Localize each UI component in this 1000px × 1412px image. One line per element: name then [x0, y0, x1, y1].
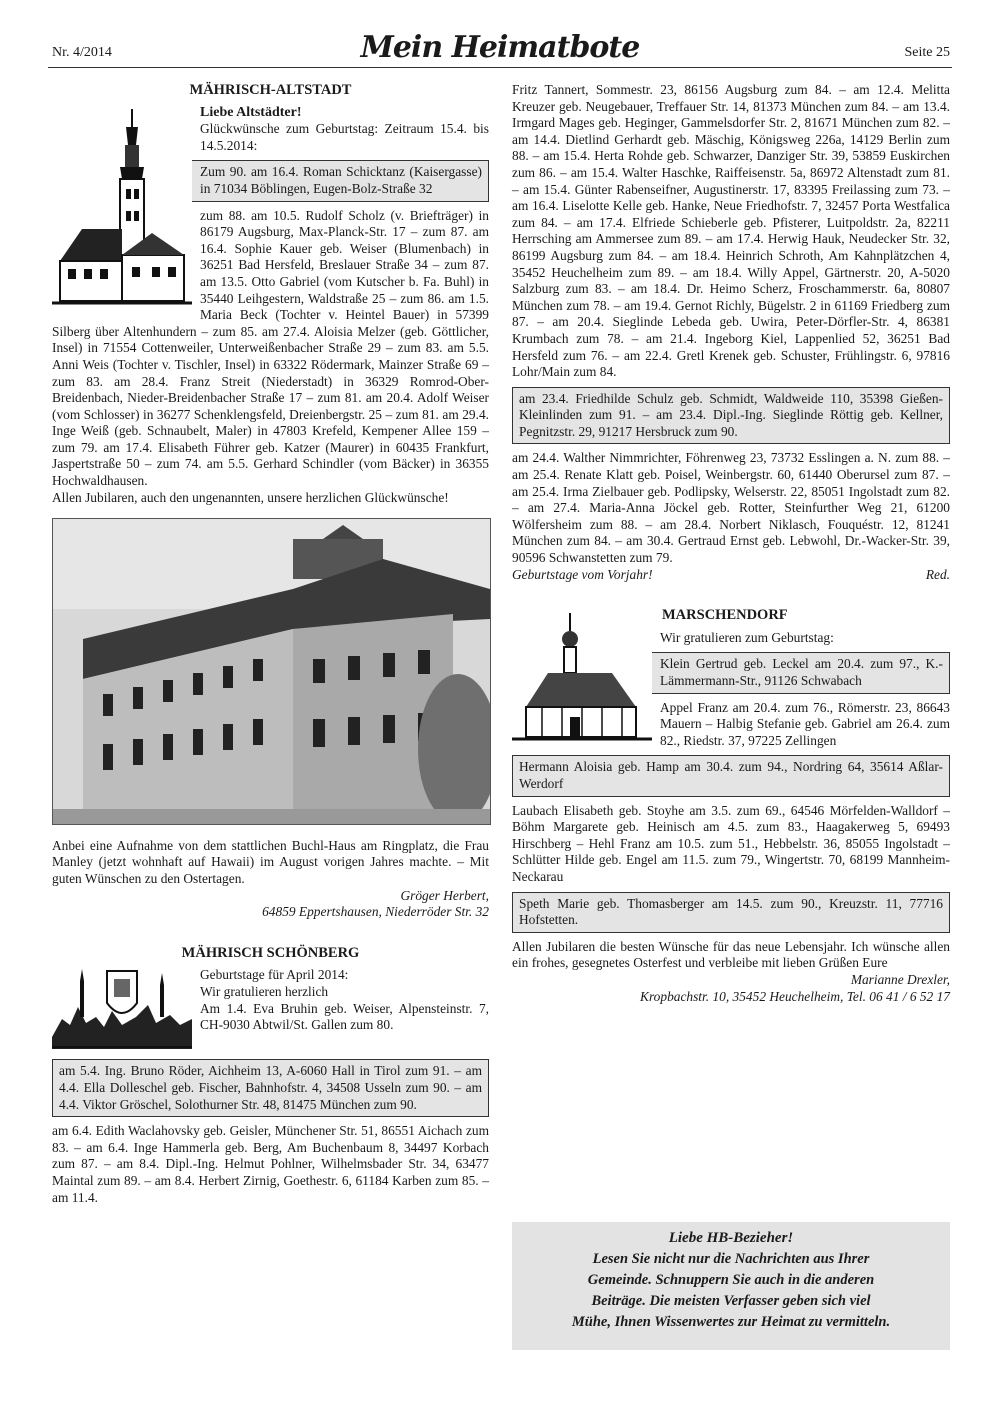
signature-address-altstadt: 64859 Eppertshausen, Niederröder Str. 32: [262, 904, 489, 920]
reader-notice-line-2: Gemeinde. Schnuppern Sie auch in die anderen: [587, 1272, 875, 1288]
signature-name-marschendorf: Marianne Drexler,: [850, 971, 950, 987]
section-title-altstadt: MÄHRISCH-ALTSTADT: [189, 82, 352, 98]
closing-marschendorf: Allen Jubilaren die besten Wünsche für das neue Lebensjahr. Ich wünsche allen ein frohes, gesegnetes Osterfest und verbleibe mit lieben Grüßen Eure: [512, 938, 950, 971]
last-year-note: Geburtstage vom Vorjahr!: [512, 566, 653, 582]
birthday-list-schoenberg-continued: Fritz Tannert, Sommestr. 23, 86156 Augsburg zum 84. – am 12.4. Melitta Kreuzer geb. Neugebauer, Treffauer Str. 14, 81373 München zum 84. – am 13.4. Irmgard Mages geb. Heginger, Gammelsdorfer Str. 2, 81671 München zum 82. – am 14.4. Dietlind Gerhardt geb. Mäschig, Königsweg 226a, 14129 Berlin zum 88. – am 15.4. Herta Rohde geb. Schwarzer, Danziger Str. 39, 53859 Euskirchen zum 86. – am 15.4. Walter Haschke, Raiffeisenstr. 5a, 86972 Altenstadt zum 81. – am 15.4. Günter Rabenseifner, Augustinerstr. 17, 83395 Freilassing zum 73. – am 16.4. Liselotte Kelle geb. Hanke, Neue Friedhofstr. 7, 32457 Porta Westfalica zum 84. – am 17.4. Elfriede Schieberle geb. Pfisterer, Luitpoldstr. 2a, 82211 Herrsching am Ammersee zum 89. – am 17.4. Herwig Hauk, Neudecker Str. 32, 86199 Augsburg zum 84. – am 18.4. Heinrich Schroth, Am Kahnplätzchen 4, 35452 Heuchelheim zum 89. – am 18.4. Willy Appel, Gärtnerstr. 20, A-5020 Salzburg zum 83. – am 18.4. Dr. Heimo Scherz, Froschammerstr. 6a, 80807 München zum 78. – am 19.4. Gernot Richly, Bügelstr. 2 in 61169 Friedberg zum 87. – am 20.4. Sieglinde Lebeda geb. Uwira, Peter-Dörfler-Str. 4, 86381 Krumbach zum 78. – am 21.4. Ingeborg Kiel, Lappenlied 52, 36251 Bad Hersfeld zum 76. – am 22.4. Gretl Krenek geb. Schuster, Frühlingstr. 6, 97816 Lohr/Main zum 84.: [512, 82, 950, 380]
intro-schoenberg-1: Geburtstage für April 2014:: [200, 967, 349, 983]
reader-notice-line-4: Mühe, Ihnen Wissenwertes zur Heimat zu vermitteln.: [571, 1314, 891, 1330]
page-number: Seite 25: [904, 45, 950, 60]
highlight-box-marschendorf-2: Hermann Aloisia geb. Hamp am 30.4. zum 94., Nordring 64, 35614 Aßlar-Werdorf: [512, 755, 950, 796]
coat-of-arms-drawing: [52, 967, 192, 1049]
photo-caption: Anbei eine Aufnahme von dem stattlichen Buchl-Haus am Ringplatz, die Frau Manley (jetzt wohnhaft auf Hawaii) im August vorigen Jahres machte. – Mit guten Wünschen zu den Ostertagen.: [52, 837, 489, 887]
left-column: [52, 82, 489, 1206]
first-entry-schoenberg: Am 1.4. Eva Bruhin geb. Weiser, Alpensteinstr. 7, CH-9030 Abtwil/St. Gallen zum 80.: [200, 1000, 489, 1033]
reader-notice-box: [512, 1222, 950, 1350]
reader-notice-line-3: Beiträge. Die meisten Verfasser geben sich viel: [591, 1293, 871, 1309]
intro-altstadt: Glückwünsche zum Geburtstag: Zeitraum 15.4. bis 14.5.2014:: [200, 121, 489, 153]
reader-notice-title: Liebe HB-Bezieher!: [668, 1230, 794, 1246]
reader-notice-line-1: Lesen Sie nicht nur die Nachrichten aus Ihrer: [592, 1251, 870, 1267]
signature-address-marschendorf: Kropbachstr. 10, 35452 Heuchelheim, Tel. 06 41 / 6 52 17: [640, 988, 950, 1004]
section-title-schoenberg: MÄHRISCH SCHÖNBERG: [181, 944, 360, 961]
birthday-list-schoenberg-end: am 24.4. Walther Nimmrichter, Föhrenweg 23, 73732 Esslingen a. N. zum 88. – am 25.4. Renate Klatt geb. Poisel, Weinbergstr. 60, 61440 Oberursel zum 87. – am 25.4. Irma Zielbauer geb. Podlipsky, Welserstr. 22, 85051 Ingolstadt zum 82. – am 27.4. Maria-Anna Jöckel geb. Rotter, Steinfurther Weg 21, 61200 Wölfersheim zum 88. – am 28.4. Norbert Niklasch, Fouquéstr. 12, 81241 München zum 84. – am 30.4. Gertraud Ernst geb. Lebwohl, Dr.-Wacker-Str. 39, 90596 Schwanstetten zum 79.: [512, 450, 950, 566]
highlight-box-marschendorf-1: Klein Gertrud geb. Leckel am 20.4. zum 97., K.-Lämmermann-Str., 91126 Schwabach: [512, 652, 950, 693]
birthday-list-marschendorf-1: Appel Franz am 20.4. zum 76., Römerstr. 23, 86643 Mauern – Halbig Stefanie geb. Gabriel am 26.4. zum 82., Riedstr. 37, 97225 Zellingen: [660, 699, 950, 748]
birthday-list-schoenberg: am 6.4. Edith Waclahovsky geb. Geisler, Münchener Str. 51, 86551 Aichach zum 83. – am 6.4. Inge Hammerla geb. Berg, Am Buchenbaum 8, 34497 Korbach zum 87. – am 8.4. Dipl.-Ing. Helmut Pohlner, Wilhelmsbader Str. 34, 63477 Maintal zum 89. – am 8.4. Herbert Zirnig, Goethestr. 6, 61184 Karben zum 85. – am 11.4.: [52, 1123, 489, 1205]
highlight-box-schoenberg: am 5.4. Ing. Bruno Röder, Aichheim 13, A-6060 Hall in Tirol zum 91. – am 4.4. Ella Dolleschel geb. Fischer, Bahnhofstr. 4, 34508 Usseln zum 90. – am 4.4. Viktor Gröschel, Solothurner Str. 48, 81475 München zum 90.: [52, 1059, 489, 1117]
editor-mark: Red.: [925, 566, 950, 582]
header-rule: [48, 67, 952, 68]
highlight-box-marschendorf-3: Speth Marie geb. Thomasberger am 14.5. zum 90., Kreuzstr. 11, 77716 Hofstetten.: [512, 892, 950, 933]
section-title-marschendorf: MARSCHENDORF: [662, 607, 788, 624]
intro-marschendorf: Wir gratulieren zum Geburtstag:: [660, 629, 834, 645]
greeting-altstadt: Liebe Altstädter!: [200, 104, 302, 120]
intro-schoenberg-2: Wir gratulieren herzlich: [200, 984, 329, 999]
birthday-list-altstadt: zum 88. am 10.5. Rudolf Scholz (v. Briefträger) in 86179 Augsburg, Max-Planck-Str. 17 – zum 87. am 16.4. Sophie Kauer geb. Weiser (Blumenbach) in 36251 Bad Hersfeld, Breslauer Straße 34 – zum 87. am 13.5. Otto Gabriel (vom Kutscher b. Fa. Buhl) in 35440 Leihgestern, Waldstraße 25 – zum 86. am 1.5. Maria Beck (Tochter v. Heintel Bauer) in 57399 Silberg über Altenhundern – zum 85. am 27.4. Aloisia Melzer (geb. Göttlicher, Insel) in 71554 Cottenweiler, Unterweißenbacher Straße 29 – zum 83. am 5.5. Anni Weis (Tochter v. Tischler, Insel) in 63322 Rödermark, Mainzer Straße 69 – zum 83. am 28.4. Franz Streit (Niederstadt) in 36329 Romrod-Ober-Breidenbach, Nieder-Breidenbacher Straße 17 – zum 81. am 20.4. Adolf Weiser (vom Schlosser) in 36277 Schenklengsfeld, Dreienbergstr. 25 – zum 81. am 29.4. Inge Weiß (geb. Schnaubelt, Maler) in 47803 Krefeld, Kempener Allee 159 – zum 79. am 17.4. Elisabeth Führer geb. Katzer (Maurer) in 60435 Frankfurt, Jaspertstraße 50 – zum 74. am 5.5. Gerhard Schindler (vom Bäcker) in 36355 Hochwaldhausen.: [52, 207, 489, 489]
masthead-logo: Mein Heimatbote: [360, 30, 640, 65]
closing-altstadt: Allen Jubilaren, auch den ungenannten, unsere herzlichen Glückwünsche!: [52, 489, 449, 505]
issue-number: Nr. 4/2014: [52, 45, 112, 60]
birthday-list-marschendorf-2: Laubach Elisabeth geb. Stoyhe am 3.5. zum 69., 64546 Mörfelden-Walldorf – Böhm Margarete geb. Heinisch am 4.5. zum 83., Haagakerweg 5, 69493 Hirschberg – Hehl Franz am 10.5. zum 51., Hebbelstr. 36, 85055 Ingolstadt – Schlütter Hilde geb. Engel am 11.5. zum 79., Wingertstr. 70, 68199 Mannheim-Neckarau: [512, 802, 950, 884]
wooden-chapel-drawing: [512, 607, 652, 742]
signature-name-altstadt: Gröger Herbert,: [400, 887, 489, 903]
right-column: [512, 82, 950, 1005]
highlight-box-altstadt: Zum 90. am 16.4. Roman Schicktanz (Kaisergasse) in 71034 Böblingen, Eugen-Bolz-Straße 32: [52, 160, 489, 201]
highlight-box-schoenberg-2: am 23.4. Friedhilde Schulz geb. Schmidt, Waldweide 110, 35398 Gießen-Kleinlinden zum 91. – am 23.4. Dipl.-Ing. Sieglinde Röttig geb. Kellner, Pegnitzstr. 29, 91217 Hersbruck zum 90.: [512, 387, 950, 445]
church-tower-drawing: [52, 105, 192, 305]
town-hall-photo: [52, 518, 491, 825]
